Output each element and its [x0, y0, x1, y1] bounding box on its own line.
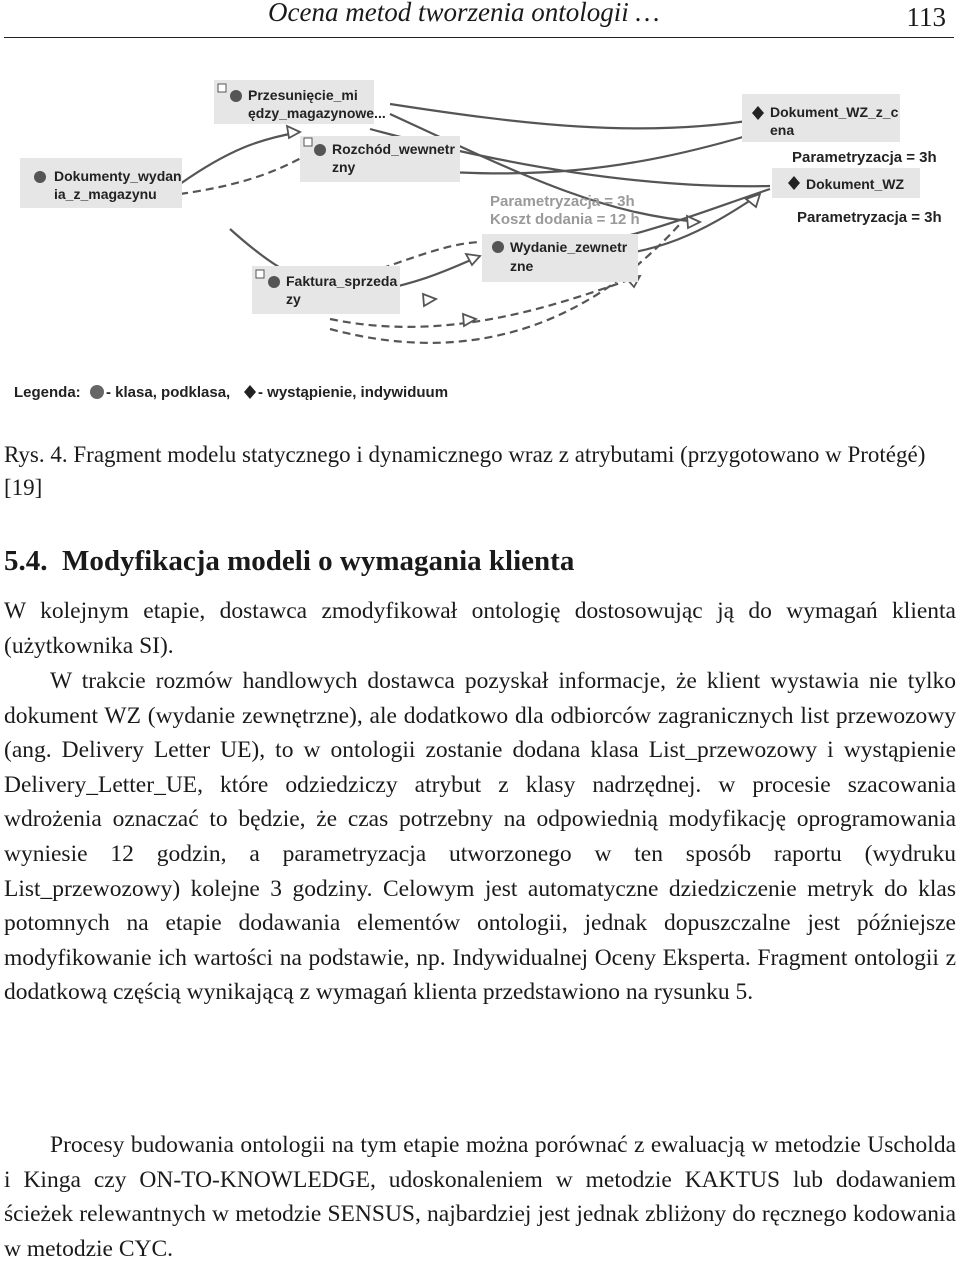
node-przesuniecie: [214, 80, 386, 124]
node-label-line2: ędzy_magazynowe...: [248, 105, 386, 121]
paragraph: Procesy budowania ontologii na tym etapie można porównać z ewaluacją w metodzie Uscholda i Kinga czy ON-TO-KNOWLEDGE, udoskonaleniem w metodzie KAKTUS lub dodawaniem ścieżek relewantnych w metodzie SENSUS, najbardziej jest jednak zbliżony do ręcznego kodowania w metodzie CYC.: [4, 1132, 956, 1262]
node-label-line2: ena: [770, 122, 795, 138]
node-label-line1: Rozchód_wewnetr: [332, 141, 455, 157]
attribute-parametryzacja-top: Parametryzacja = 3h: [792, 149, 937, 166]
node-dokument-wz-z-cena: [742, 94, 900, 142]
section-heading: [4, 545, 574, 578]
attribute-koszt-dodania: Koszt dodania = 12 h: [490, 211, 640, 228]
class-circle-icon: [230, 90, 242, 102]
node-label-line1: Dokument_WZ_z_c: [770, 104, 899, 120]
page-number: 113: [906, 2, 946, 32]
paragraph: W trakcie rozmów handlowych dostawca pozyskał informacje, że klient wystawia nie tylko dokument WZ (wydanie zewnętrzne), ale dodatkowo dla odbiorców zagranicznych list przewozowy (ang. Delivery Letter UE), to w ontologii zostanie dodana klasa List_przewozowy i wystąpienie Delivery_Letter_UE, które odziedziczy atrybut z klasy nadrzędnej. w procesie szacowania wdrożenia oznaczać to będzie, że czas potrzebny na odpowiednią modyfikację oprogramowania wyniesie 12 godzin, a parametryzacja utworzonego w ten sposób raportu (wydruku List_przewozowy) kolejne 3 godziny. Celowym jest automatyczne dziedziczenie metryk do klas potomnych na etapie dodawania elementów ontologii, jednak dopuszczalne jest późniejsze modyfikowanie ich wartości na podstawie, np. Indywidualnej Oceny Eksperta. Fragment ontologii z dodatkową częścią wynikającą z wymagań klienta przedstawiono na rysunku 5.: [4, 668, 956, 1006]
node-label-line1: Dokumenty_wydan: [54, 168, 182, 184]
class-circle-icon: [34, 171, 46, 183]
node-label-line1: Wydanie_zewnetr: [510, 239, 628, 255]
legend-class-item: - klasa, podklasa,: [106, 384, 231, 401]
ontology-graph: [0, 44, 960, 416]
node-dokumenty: [20, 158, 182, 208]
attribute-parametryzacja-center: Parametryzacja = 3h: [490, 193, 635, 210]
legend-label: Legenda:: [14, 384, 81, 401]
section-title: Modyfikacja modeli o wymagania klienta: [62, 545, 575, 577]
node-rozchod: [300, 136, 460, 182]
node-dokument-wz: [772, 168, 920, 198]
class-circle-icon: [314, 144, 326, 156]
section-number: 5.4.: [4, 545, 48, 577]
ontology-figure: [0, 44, 960, 416]
figure-caption: Rys. 4. Fragment modelu statycznego i dynamicznego wraz z atrybutami (przygotowano w Protégé) [19]: [4, 442, 926, 500]
node-label-line1: Przesunięcie_mi: [248, 87, 358, 103]
running-title: Ocena metod tworzenia ontologii …: [268, 0, 660, 27]
paragraph: W kolejnym etapie, dostawca zmodyfikował ontologię dostosowując ją do wymagań klienta (użytkownika SI).: [4, 598, 956, 659]
node-label-line2: zy: [286, 291, 301, 307]
class-circle-icon: [492, 241, 504, 253]
class-circle-icon: [90, 385, 104, 399]
node-label-line2: zny: [332, 159, 356, 175]
attribute-parametryzacja-bottom: Parametryzacja = 3h: [797, 209, 942, 226]
class-circle-icon: [268, 276, 280, 288]
node-faktura-sprzedazy: [252, 266, 400, 314]
node-label-line2: ia_z_magazynu: [54, 186, 157, 202]
node-label-line2: zne: [510, 258, 534, 274]
node-label-line1: Faktura_sprzeda: [286, 273, 398, 289]
header-rule: [4, 37, 954, 38]
node-label-line1: Dokument_WZ: [806, 176, 904, 192]
legend-instance-item: - wystąpienie, indywiduum: [258, 384, 449, 401]
page-header: [0, 0, 960, 38]
node-wydanie-zewnetrzne: [482, 234, 638, 282]
